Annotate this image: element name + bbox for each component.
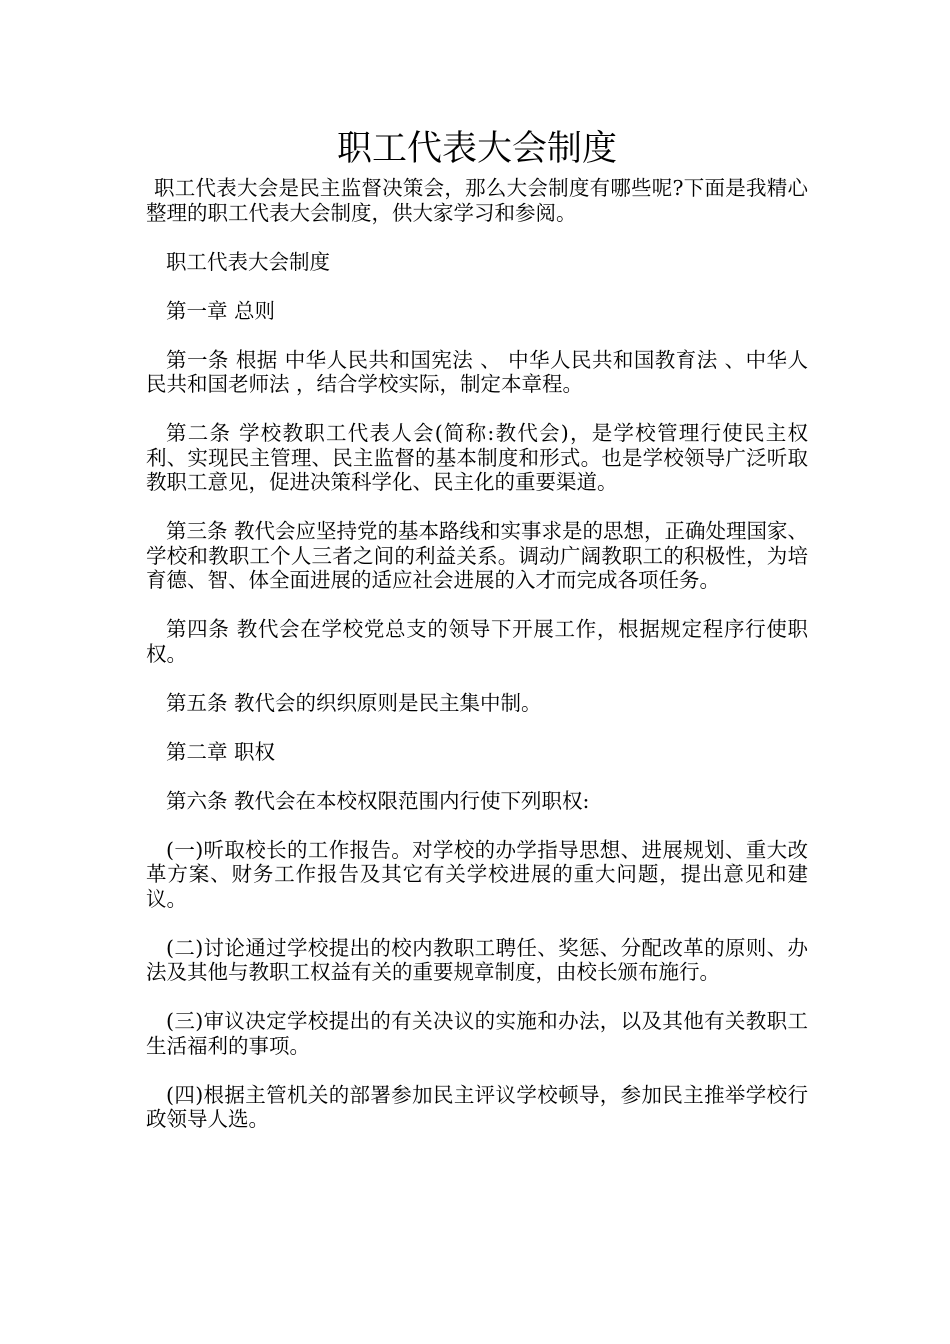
- document-title: 职工代表大会制度: [336, 129, 617, 169]
- article-1: 第一条 根据 中华人民共和国宪法 、 中华人民共和国教育法 、中华人民共和国老师法 ，结合学校实际，制定本章程。: [146, 347, 808, 396]
- article-5: 第五条 教代会的织织原则是民主集中制。: [166, 690, 542, 715]
- clause-4: (四)根据主管机关的部署参加民主评议学校顿导，参加民主推举学校行政领导人选。: [146, 1082, 808, 1131]
- article-2: 第二条 学校教职工代表人会(简称:教代会)，是学校管理行使民主权利、实现民主管理、民主监督的基本制度和形式。也是学校领导广泛听取教职工意见，促进决策科学化、民主化的重要渠道。: [146, 421, 808, 494]
- chapter-heading-2: 第二章 职权: [166, 739, 276, 764]
- section-heading: 职工代表大会制度: [166, 249, 330, 274]
- clause-1: (一)听取校长的工作报告。对学校的办学指导思想、进展规划、重大改革方案、财务工作报告及其它有关学校进展的重大问题，提出意见和建议。: [146, 837, 808, 911]
- article-3: 第三条 教代会应坚持党的基本路线和实事求是的思想，正确处理国家、学校和教职工个人三者之间的利益关系。调动广阔教职工的积极性，为培育德、智、体全面进展的适应社会进展的入才而完成各项任务。: [146, 519, 809, 592]
- intro-paragraph: 职工代表大会是民主监督决策会，那么大会制度有哪些呢?下面是我精心整理的职工代表大会制度，供大家学习和参阅。: [146, 176, 808, 225]
- clause-2: (二)讨论通过学校提出的校内教职工聘任、奖惩、分配改革的原则、办法及其他与教职工权益有关的重要规章制度，由校长颁布施行。: [146, 935, 808, 984]
- document-page: [146, 124, 808, 1156]
- chapter-heading-1: 第一章 总则: [166, 298, 276, 323]
- article-6: 第六条 教代会在本校权限范围内行使下列职权:: [166, 788, 590, 813]
- article-4: 第四条 教代会在学校党总支的领导下开展工作，根据规定程序行使职权。: [146, 617, 808, 666]
- clause-3: (三)审议决定学校提出的有关决议的实施和办法，以及其他有关教职工生活福利的事项。: [146, 1009, 808, 1058]
